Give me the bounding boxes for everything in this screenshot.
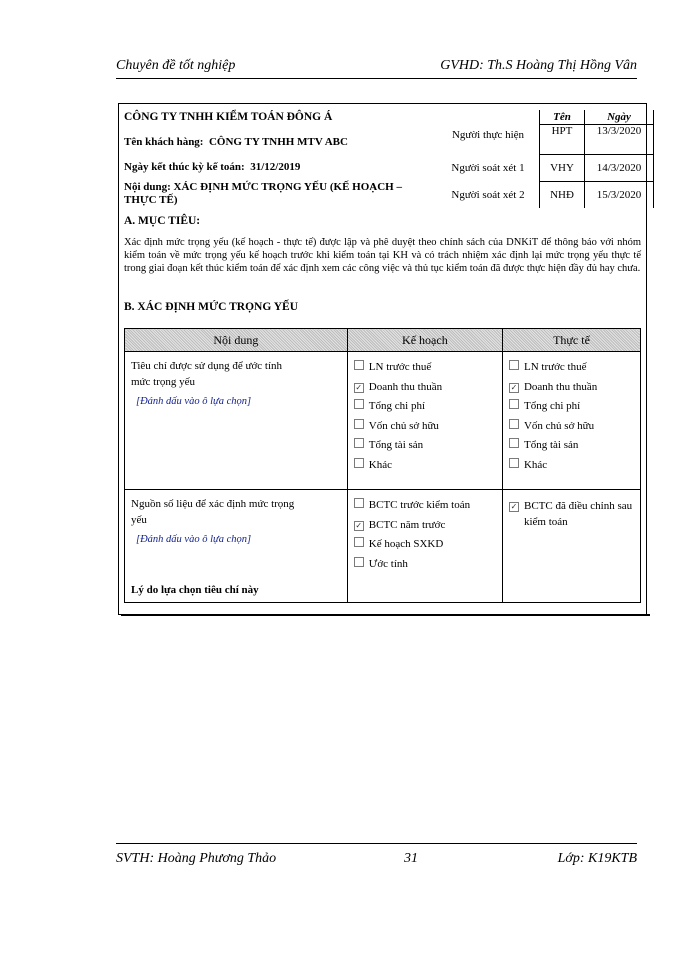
checkbox[interactable] [354, 557, 364, 567]
footer-class: Lớp: K19KTB [557, 851, 637, 866]
criteria-note: [Đánh dấu vào ô lựa chọn] [136, 396, 252, 407]
checkbox[interactable]: ✓ [355, 520, 363, 530]
section-b-title: B. XÁC ĐỊNH MỨC TRỌNG YẾU [124, 301, 298, 313]
frame-shadow [121, 614, 650, 616]
source-label: Nguồn số liệu để xác định mức trọng yếu [131, 498, 295, 526]
header-supervisor: GVHD: Th.S Hoàng Thị Hồng Vân [440, 58, 637, 73]
content-label: Nội dung: [124, 181, 171, 193]
checkbox[interactable] [354, 399, 364, 409]
table-row [125, 490, 641, 603]
signoff-row: Người soát xét 1 VHY 14/3/2020 [437, 155, 654, 182]
actual-option[interactable]: Vốn chủ sở hữu [509, 417, 634, 437]
page-footer [116, 851, 637, 869]
header-title: Chuyên đề tốt nghiệp [116, 58, 236, 73]
company-name: CÔNG TY TNHH KIỂM TOÁN ĐÔNG Á [124, 111, 333, 123]
signoff-row: Người thực hiện HPT 13/3/2020 [437, 125, 654, 155]
column-header-actual: Thực tế [502, 329, 640, 352]
checkbox[interactable] [509, 438, 519, 448]
plan-option[interactable]: Vốn chủ sở hữu [354, 417, 496, 437]
reason-label: Lý do lựa chọn tiêu chí này [131, 584, 259, 596]
content-line [124, 181, 424, 207]
signoff-date-header: Ngày [585, 110, 654, 125]
plan-option[interactable]: BCTC trước kiểm toán [354, 496, 496, 516]
checkbox[interactable] [509, 458, 519, 468]
checkbox[interactable] [354, 438, 364, 448]
section-a-title: A. MỤC TIÊU: [124, 215, 201, 227]
signoff-table [437, 110, 654, 208]
plan-option[interactable]: Ước tính [354, 555, 496, 575]
materiality-table [124, 328, 641, 603]
footer-rule [116, 843, 637, 844]
column-header-content: Nội dung [125, 329, 348, 352]
client-line [124, 136, 348, 148]
client-label: Tên khách hàng: [124, 136, 204, 148]
criteria-label: Tiêu chí được sử dụng để ước tính mức trọng yếu [131, 360, 283, 388]
checkbox[interactable] [354, 458, 364, 468]
signoff-name-header: Tên [540, 110, 585, 125]
table-row [125, 352, 641, 490]
checkbox[interactable]: ✓ [510, 502, 518, 511]
checkbox[interactable] [509, 360, 519, 370]
footer-student: SVTH: Hoàng Phương Thảo [116, 851, 277, 866]
checkbox[interactable] [509, 399, 519, 409]
period-end-label: Ngày kết thúc kỳ kế toán: [124, 161, 245, 173]
checkbox[interactable] [354, 360, 364, 370]
period-end-value: 31/12/2019 [250, 161, 301, 173]
section-a-text: Xác định mức trọng yếu (kế hoạch - thực tế) được lập và phê duyệt theo chính sách của DNKiT để thông báo với nhóm kiểm toán về mức trọng yếu kế hoạch trước khi kiểm toán tại KH và có trách nhiệm xác định lại mức trọng yếu thực tế trong giai đoạn kết thúc kiểm toán để xác định xem các công việc và thủ tục kiểm toán đã được thực hiện đầy đủ hay chưa. [124, 237, 641, 274]
header-rule [116, 78, 637, 79]
checkbox[interactable]: ✓ [355, 382, 363, 392]
page-header [116, 58, 637, 76]
page-number: 31 [404, 851, 418, 866]
checkbox[interactable] [354, 537, 364, 547]
plan-option[interactable]: ✓ Doanh thu thuần [355, 380, 443, 393]
checkbox[interactable] [509, 419, 519, 429]
period-end-line [124, 161, 300, 173]
checkbox[interactable]: ✓ [510, 382, 518, 392]
plan-option[interactable]: ✓ BCTC năm trước [355, 518, 446, 531]
client-value: CÔNG TY TNHH MTV ABC [208, 136, 348, 148]
checkbox[interactable] [354, 419, 364, 429]
plan-option[interactable]: Khác [354, 456, 496, 476]
actual-option[interactable]: Tổng tài sản [509, 436, 634, 456]
actual-option[interactable]: ✓ Doanh thu thuần [510, 380, 598, 393]
plan-option[interactable]: LN trước thuế [354, 358, 496, 378]
actual-option[interactable]: Khác [509, 456, 634, 476]
plan-option[interactable]: Tổng chi phí [354, 397, 496, 417]
content-value: XÁC ĐỊNH MỨC TRỌNG YẾU (KẾ HOẠCH – THỰC TẾ) [124, 181, 402, 206]
actual-option[interactable]: Tổng chi phí [509, 397, 634, 417]
plan-option[interactable]: Tổng tài sản [354, 436, 496, 456]
actual-option[interactable]: ✓ BCTC đã điều chỉnh sau kiểm toán [510, 500, 633, 528]
actual-option[interactable]: LN trước thuế [509, 358, 634, 378]
column-header-plan: Kế hoạch [347, 329, 502, 352]
plan-option[interactable]: Kế hoạch SXKD [354, 535, 496, 555]
checkbox[interactable] [354, 498, 364, 508]
source-note: [Đánh dấu vào ô lựa chọn] [136, 534, 252, 545]
signoff-row: Người soát xét 2 NHĐ 15/3/2020 [437, 182, 654, 209]
